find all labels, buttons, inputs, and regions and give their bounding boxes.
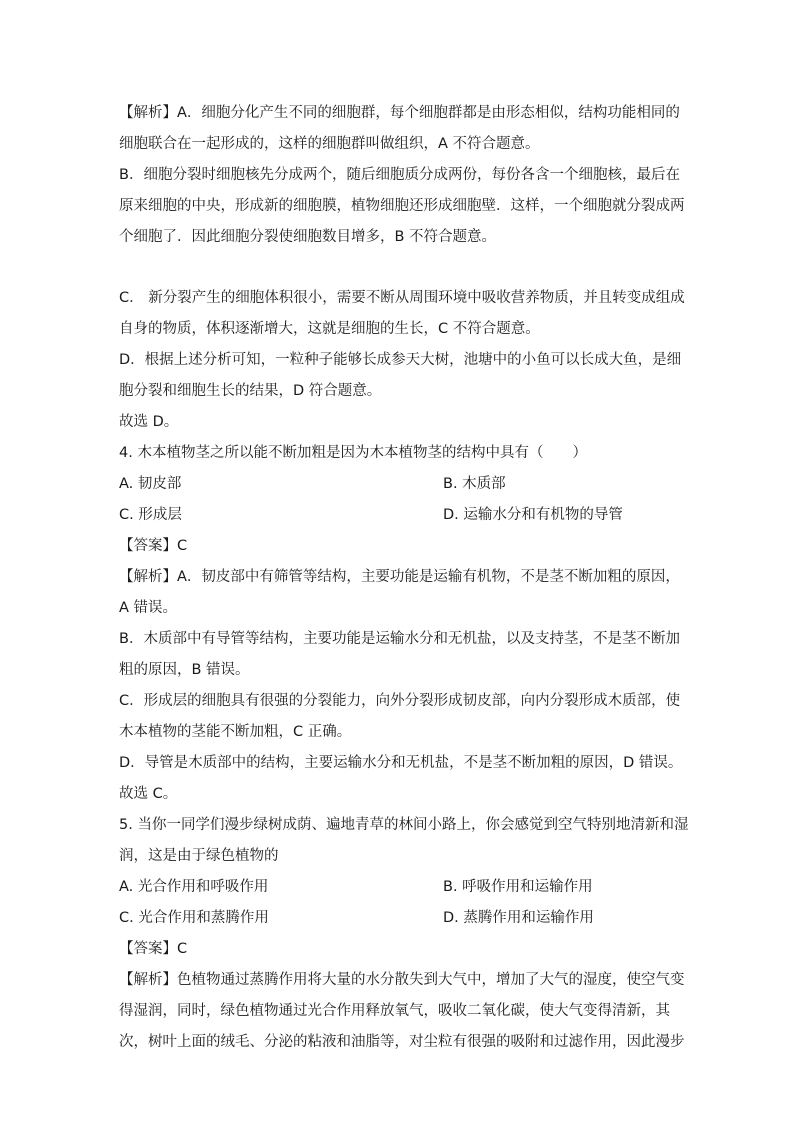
q3-analysis-line: 细胞联合在一起形成的，这样的细胞群叫做组织，A 不符合题意。 — [119, 136, 540, 152]
q4-analysis-line: 【解析】A．韧皮部中有筛管等结构，主要功能是运输有机物，不是茎不断加粗的原因， — [119, 569, 680, 585]
q4-analysis-line: C．形成层的细胞具有很强的分裂能力，向外分裂形成韧皮部，向内分裂形成木质部，使 — [119, 693, 681, 709]
question-4-option-d: D. 运输水分和有机物的导管 — [443, 507, 623, 523]
question-4-option-a: A. 韧皮部 — [119, 476, 182, 492]
q3-analysis-line: B．细胞分裂时细胞核先分成两个，随后细胞质分成两份，每份各含一个细胞核，最后在 — [119, 167, 680, 183]
q4-analysis-line: 故选 C。 — [119, 786, 178, 802]
question-5-stem: 5. 当你一同学们漫步绿树成荫、遍地青草的林间小路上，你会感觉到空气特别地清新和湿 — [119, 817, 689, 833]
q3-analysis-line: C． 新分裂产生的细胞体积很小，需要不断从周围环境中吸收营养物质，并且转变成组成 — [119, 290, 685, 306]
question-5-stem: 润，这是由于绿色植物的 — [119, 848, 279, 864]
question-4-option-b: B. 木质部 — [443, 476, 506, 492]
question-4-answer: 【答案】C — [119, 538, 188, 554]
question-4-option-c: C. 形成层 — [119, 507, 182, 523]
q4-analysis-line: 粗的原因，B 错误。 — [119, 662, 250, 678]
q5-analysis-line: 得湿润，同时，绿色植物通过光合作用释放氧气，吸收二氧化碳，使大气变得清新，其 — [119, 1003, 670, 1019]
q4-analysis-line: D．导管是木质部中的结构，主要运输水分和无机盐，不是茎不断加粗的原因，D 错误。 — [119, 755, 683, 771]
q3-analysis-line: 胞分裂和细胞生长的结果，D 符合题意。 — [119, 383, 382, 399]
q3-analysis-line: 故选 D。 — [119, 414, 179, 430]
q4-analysis-line: B．木质部中有导管等结构，主要功能是运输水分和无机盐，以及支持茎，不是茎不断加 — [119, 631, 680, 647]
q3-analysis-line: 【解析】A．细胞分化产生不同的细胞群，每个细胞群都是由形态相似，结构功能相同的 — [119, 105, 680, 121]
q5-analysis-line: 次，树叶上面的绒毛、分泌的粘液和油脂等，对尘粒有很强的吸附和过滤作用，因此漫步 — [119, 1034, 685, 1050]
q4-analysis-line: A 错误。 — [119, 600, 178, 616]
q3-analysis-line: 原来细胞的中央，形成新的细胞膜，植物细胞还形成细胞壁．这样，一个细胞就分裂成两 — [119, 198, 685, 214]
question-4-stem: 4. 木本植物茎之所以能不断加粗是因为木本植物茎的结构中具有（ ） — [119, 445, 587, 461]
q4-analysis-line: 木本植物的茎能不断加粗，C 正确。 — [119, 724, 352, 740]
q3-analysis-line: 个细胞了．因此细胞分裂使细胞数目增多，B 不符合题意。 — [119, 229, 497, 245]
q3-analysis-line: D．根据上述分析可知，一粒种子能够长成参天大树，池塘中的小鱼可以长成大鱼，是细 — [119, 352, 682, 368]
question-5-option-c: C. 光合作用和蒸腾作用 — [119, 910, 269, 926]
question-5-option-d: D. 蒸腾作用和运输作用 — [443, 910, 594, 926]
q3-analysis-line: 自身的物质，体积逐渐增大，这就是细胞的生长，C 不符合题意。 — [119, 321, 540, 337]
question-5-answer: 【答案】C — [119, 941, 188, 957]
q5-analysis-line: 【解析】色植物通过蒸腾作用将大量的水分散失到大气中，增加了大气的湿度，使空气变 — [119, 972, 685, 988]
question-5-option-a: A. 光合作用和呼吸作用 — [119, 879, 269, 895]
question-5-option-b: B. 呼吸作用和运输作用 — [443, 879, 593, 895]
